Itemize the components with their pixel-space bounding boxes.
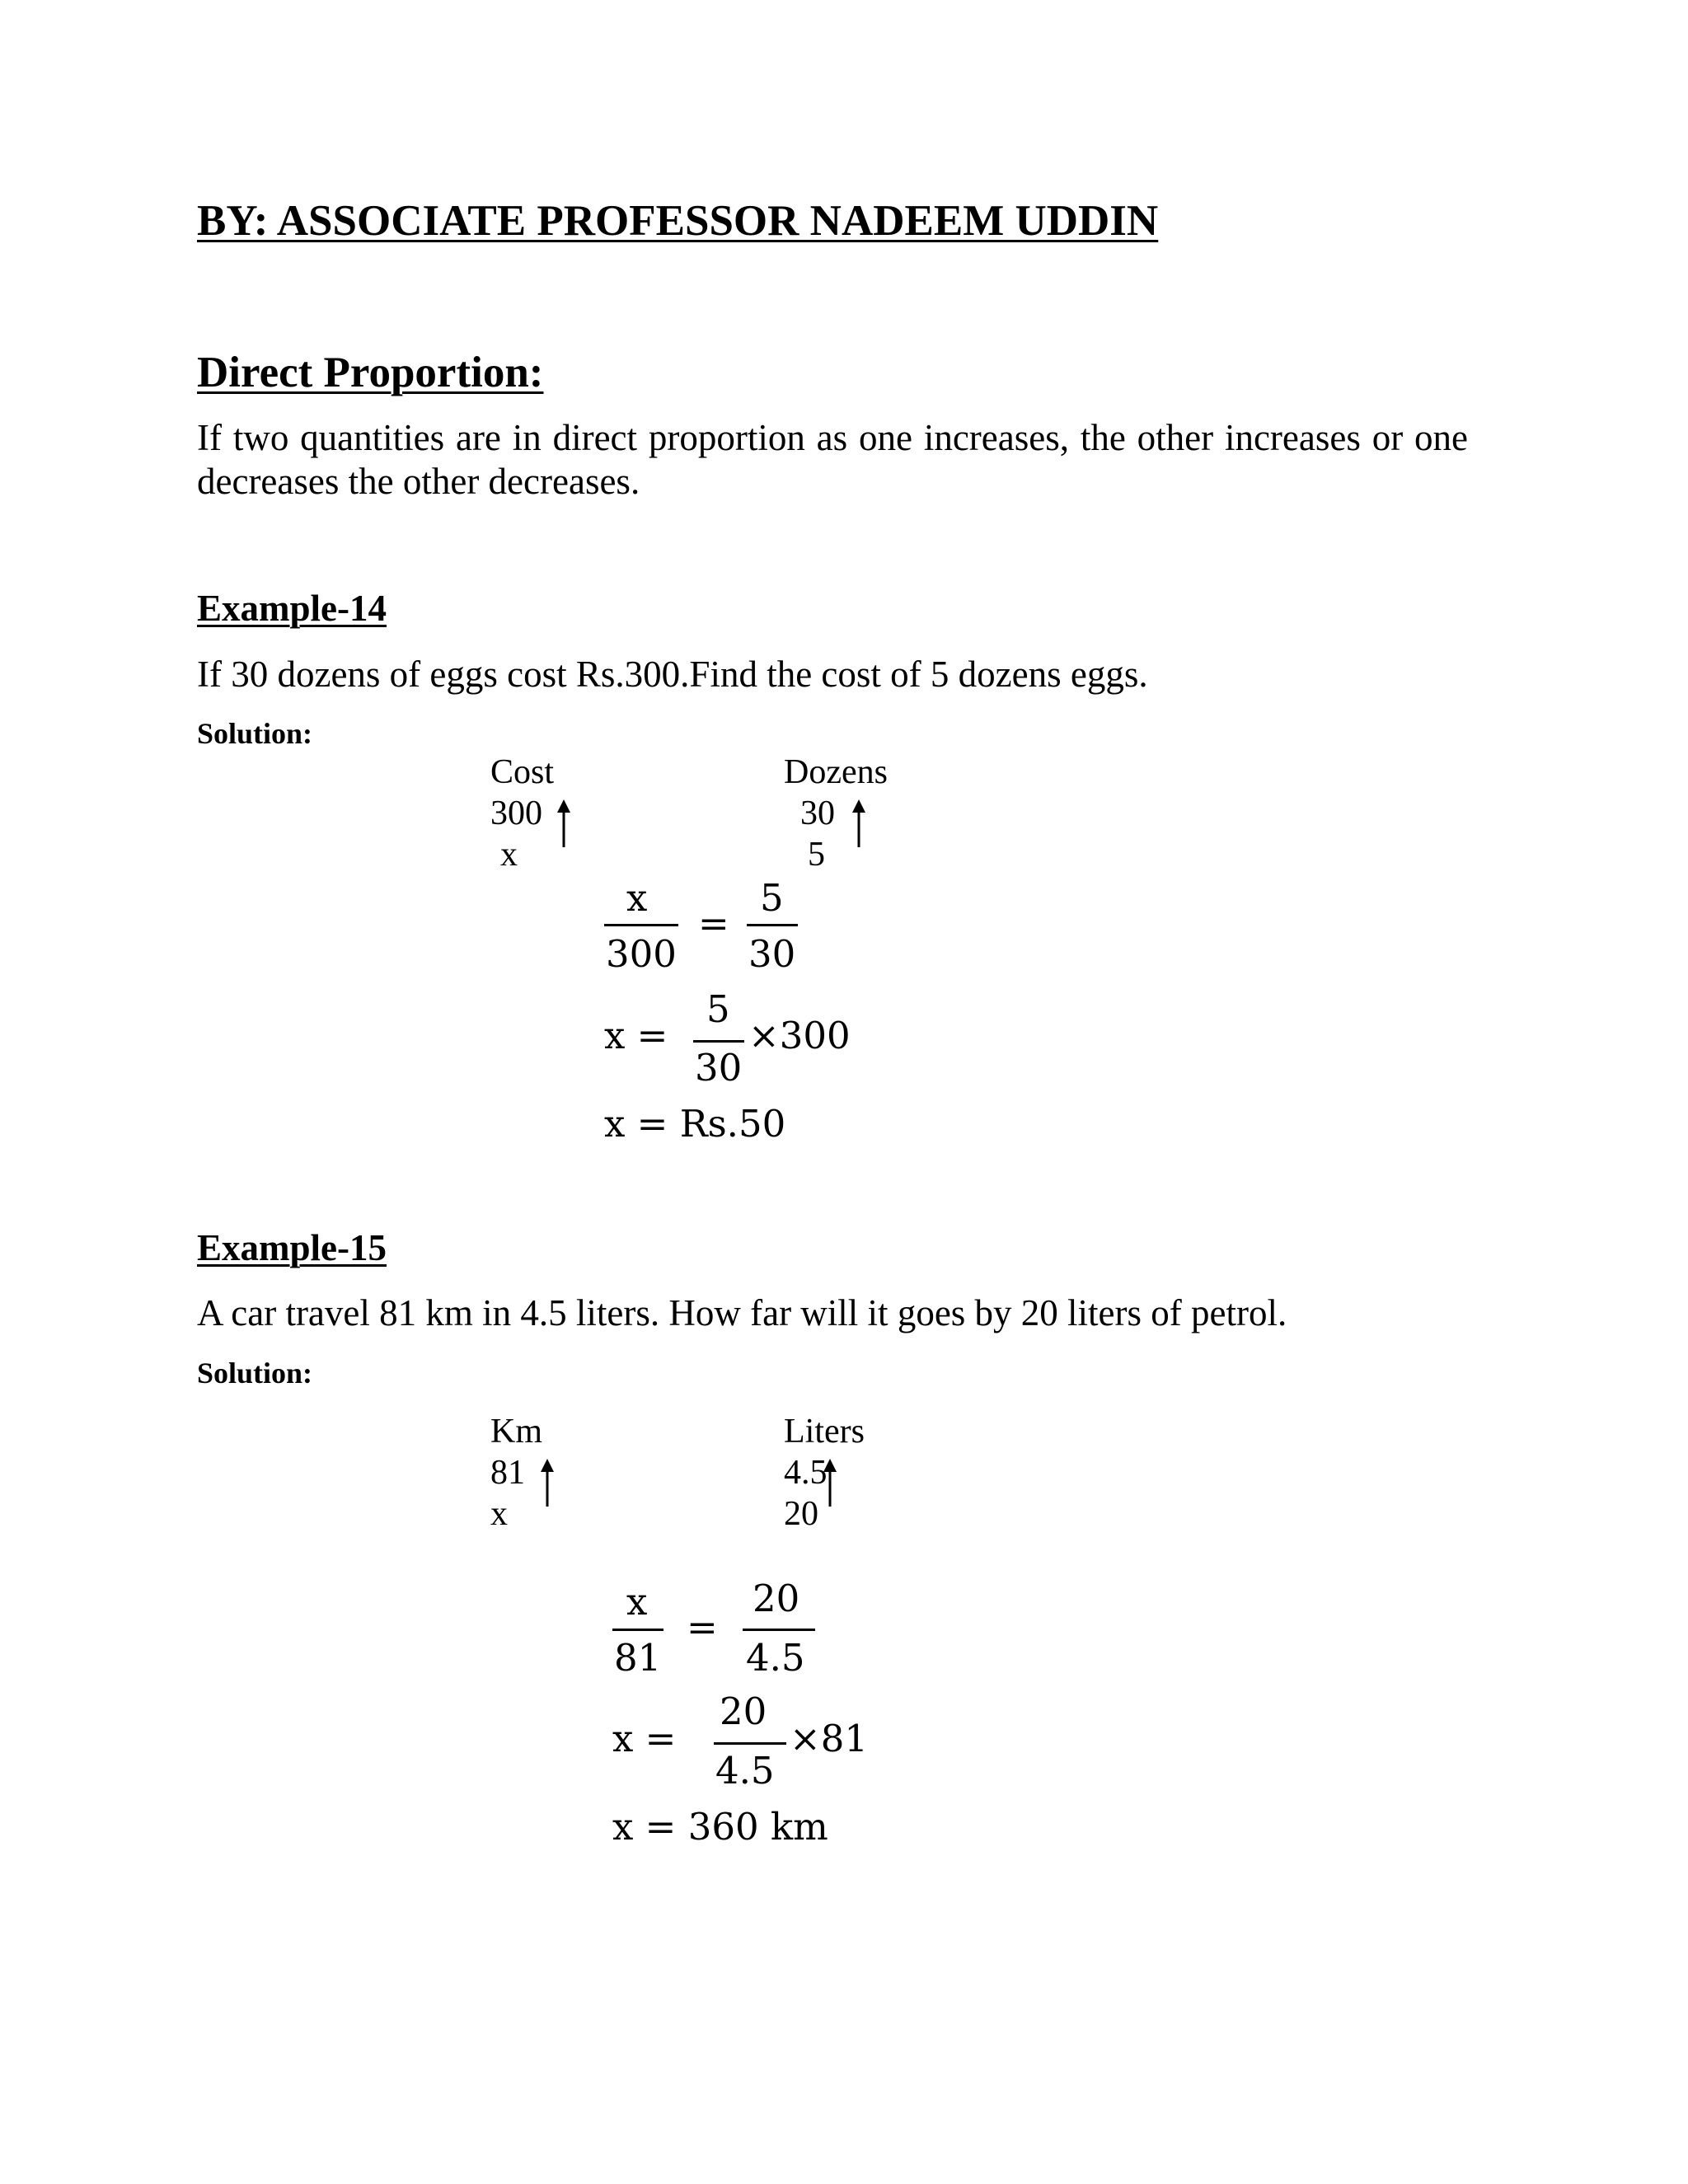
ex14-eq2-denominator: 30: [695, 1046, 743, 1090]
ex15-col2-value-2: 20: [784, 1495, 818, 1533]
ex14-col1-up-arrow-icon: [556, 799, 572, 849]
section-title: Direct Proportion:: [197, 349, 544, 396]
example-14-title: Example-14: [197, 588, 387, 629]
ex15-col1-header: Km: [490, 1413, 542, 1451]
ex14-result: x = Rs.50: [604, 1102, 786, 1146]
ex14-col2-value-2: 5: [808, 836, 825, 874]
ex15-eq1-equals: =: [687, 1605, 718, 1649]
definition-paragraph: If two quantities are in direct proportion as one increases, the other increases or one decreases the other decreases.: [197, 417, 1468, 502]
example-14-question: If 30 dozens of eggs cost Rs.300.Find the cost of 5 dozens eggs.: [197, 654, 1148, 695]
example-15-solution-label: Solution:: [197, 1357, 313, 1390]
ex14-col1-value-1: 300: [490, 794, 542, 832]
ex15-eq1-lhs-denominator: 81: [614, 1636, 662, 1680]
ex15-col2-value-1: 4.5: [784, 1454, 828, 1492]
ex14-eq1-lhs-numerator: x: [626, 876, 648, 920]
ex14-col2-header: Dozens: [784, 753, 888, 791]
example-15-question: A car travel 81 km in 4.5 liters. How far will it goes by 20 liters of petrol.: [197, 1292, 1287, 1333]
ex15-col1-up-arrow-icon: [539, 1459, 556, 1508]
example-14-solution-label: Solution:: [197, 717, 313, 750]
ex15-eq1-lhs-numerator: x: [626, 1580, 648, 1624]
ex14-eq1-rhs-fraction-bar: [747, 924, 798, 926]
ex14-eq2-lhs: x =: [604, 1014, 668, 1057]
ex15-col1-value-1: 81: [490, 1454, 525, 1492]
ex15-result: x = 360 km: [612, 1805, 828, 1849]
ex14-col2-value-1: 30: [800, 794, 835, 832]
ex15-eq1-rhs-numerator: 20: [753, 1577, 800, 1620]
ex15-eq2-numerator: 20: [720, 1690, 767, 1733]
ex15-eq1-rhs-denominator: 4.5: [746, 1636, 805, 1680]
ex14-eq2-multiplier: ×300: [748, 1014, 851, 1057]
ex14-col1-value-2: x: [500, 836, 518, 874]
ex14-eq1-lhs-fraction-bar: [604, 924, 678, 926]
ex15-eq2-multiplier: ×81: [790, 1717, 868, 1760]
ex14-eq2-numerator: 5: [706, 987, 730, 1031]
ex15-eq2-fraction-bar: [714, 1742, 786, 1745]
ex14-eq1-rhs-numerator: 5: [760, 876, 784, 920]
ex15-col2-up-arrow-icon: [822, 1459, 838, 1508]
ex14-col1-header: Cost: [490, 753, 555, 791]
author-heading: BY: ASSOCIATE PROFESSOR NADEEM UDDIN: [197, 197, 1159, 245]
example-15-title: Example-15: [197, 1227, 387, 1268]
ex15-col2-header: Liters: [784, 1413, 865, 1451]
ex15-eq2-denominator: 4.5: [715, 1749, 775, 1793]
ex15-eq1-rhs-fraction-bar: [743, 1629, 815, 1631]
ex15-eq1-lhs-fraction-bar: [612, 1629, 663, 1631]
ex15-eq2-lhs: x =: [612, 1717, 677, 1760]
ex14-col2-up-arrow-icon: [851, 799, 867, 849]
ex14-eq2-fraction-bar: [693, 1040, 744, 1043]
ex14-eq1-equals: =: [698, 902, 729, 945]
ex14-eq1-lhs-denominator: 300: [606, 932, 677, 976]
ex15-col1-value-2: x: [490, 1495, 508, 1533]
ex14-eq1-rhs-denominator: 30: [748, 932, 796, 976]
